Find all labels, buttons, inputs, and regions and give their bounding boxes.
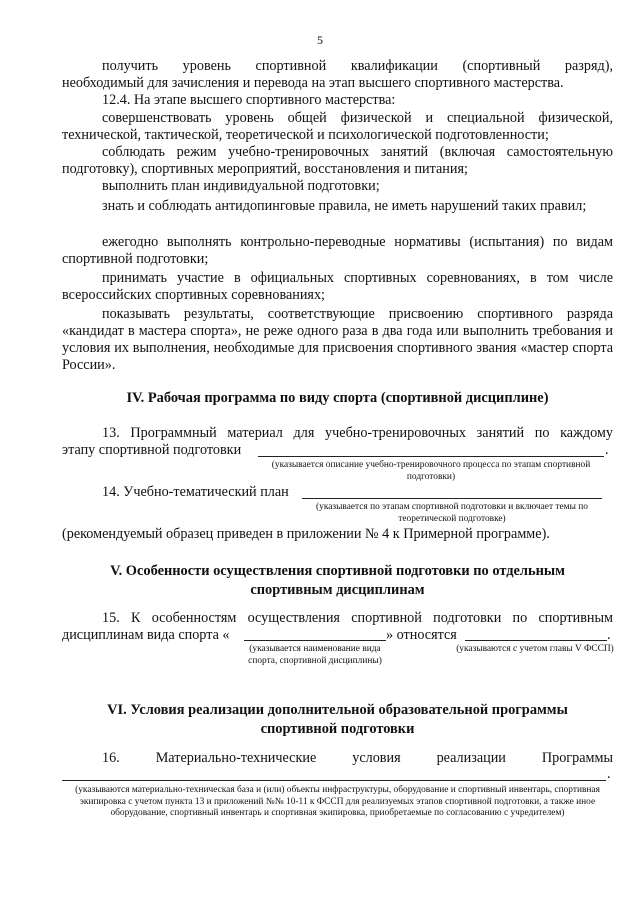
paragraph-15-part-a: дисциплинам вида спорта « — [62, 627, 230, 643]
paragraph-training-regime: соблюдать режим учебно-тренировочных занятий (включая самостоятельную подготовку), спортивных мероприятий, восстановления и питания; — [62, 144, 613, 177]
section-heading-iv: IV. Рабочая программа по виду спорта (спортивной дисциплине) — [126, 390, 549, 406]
fill-line-16 — [62, 780, 606, 781]
section-heading-vi-line2: спортивной подготовки — [260, 721, 415, 737]
paragraph-15-line1: 15. К особенностям осуществления спортивной подготовки по спортивным — [102, 610, 613, 626]
paragraph-13-line1: 13. Программный материал для учебно-тренировочных занятий по каждому — [102, 425, 613, 441]
paragraph-13-line2: этапу спортивной подготовки — [62, 442, 242, 458]
paragraph-15-period: . — [607, 627, 611, 643]
paragraph-competitions: принимать участие в официальных спортивных соревнованиях, в том числе всероссийских спортивных соревнованиях; — [62, 270, 613, 303]
paragraph-14-recommended: (рекомендуемый образец приведен в приложении № 4 к Примерной программе). — [62, 526, 550, 542]
paragraph-results: показывать результаты, соответствующие присвоению спортивного разряда «кандидат в мастера спорта», не реже одного раза в два года или выполнить требования и условия их выполнения, необходимые для присвоения спортивного звания «мастер спорта России». — [62, 306, 613, 373]
note-14: (указывается по этапам спортивной подготовки и включает темы по теоретической подготовке) — [316, 502, 588, 524]
paragraph-qualification-line2: необходимый для зачисления и перевода на этап высшего спортивного мастерства. — [62, 75, 564, 91]
paragraph-16: 16. Материально-технические условия реализации Программы — [102, 750, 613, 766]
note-15-sport: (указывается наименование вида спорта, спортивной дисциплины) — [248, 644, 382, 666]
paragraph-14: 14. Учебно-тематический план — [102, 484, 289, 500]
paragraph-15-part-b: » относятся — [386, 627, 457, 643]
paragraph-antidoping: знать и соблюдать антидопинговые правила, не иметь нарушений таких правил; — [102, 198, 587, 214]
paragraph-individual-plan: выполнить план индивидуальной подготовки; — [102, 178, 380, 194]
section-heading-vi-line1: VI. Условия реализации дополнительной образовательной программы — [107, 702, 568, 718]
note-16: (указываются материально-техническая база и (или) объекты инфраструктуры, оборудование и спортивный инвентарь, спортивная экипировка с учетом пункта 13 и приложений №№ 10-11 к ФССП для реализуемых этапов спортивной подготовки, а также иное оборудование, спортивный инвентарь и спортивная экипировка, приобретаемые по согласованию с учредителем) — [75, 785, 600, 818]
fill-line-14 — [302, 498, 602, 499]
note-13: (указывается описание учебно-тренировочного процесса по этапам спортивной подготовки) — [271, 460, 591, 482]
fill-line-15-sport — [244, 640, 386, 641]
paragraph-13-period: . — [605, 442, 609, 458]
note-15-features: (указываются с учетом главы V ФССП) — [456, 644, 614, 654]
section-heading-v-line2: спортивным дисциплинам — [250, 582, 425, 598]
paragraph-annual-standards: ежегодно выполнять контрольно-переводные нормативы (испытания) по видам спортивной подготовки; — [62, 234, 613, 267]
fill-line-13 — [258, 456, 604, 457]
paragraph-12-4: 12.4. На этапе высшего спортивного мастерства: — [102, 92, 396, 108]
section-heading-v-line1: V. Особенности осуществления спортивной подготовки по отдельным — [110, 563, 565, 579]
paragraph-improve-level: совершенствовать уровень общей физической и специальной физической, технической, тактической, теоретической и психологической подготовленности; — [62, 110, 613, 143]
fill-line-15-features — [465, 640, 607, 641]
page-number: 5 — [317, 33, 323, 47]
paragraph-qualification-line1: получить уровень спортивной квалификации (спортивный разряд), — [102, 58, 613, 74]
paragraph-16-period: . — [607, 766, 611, 782]
